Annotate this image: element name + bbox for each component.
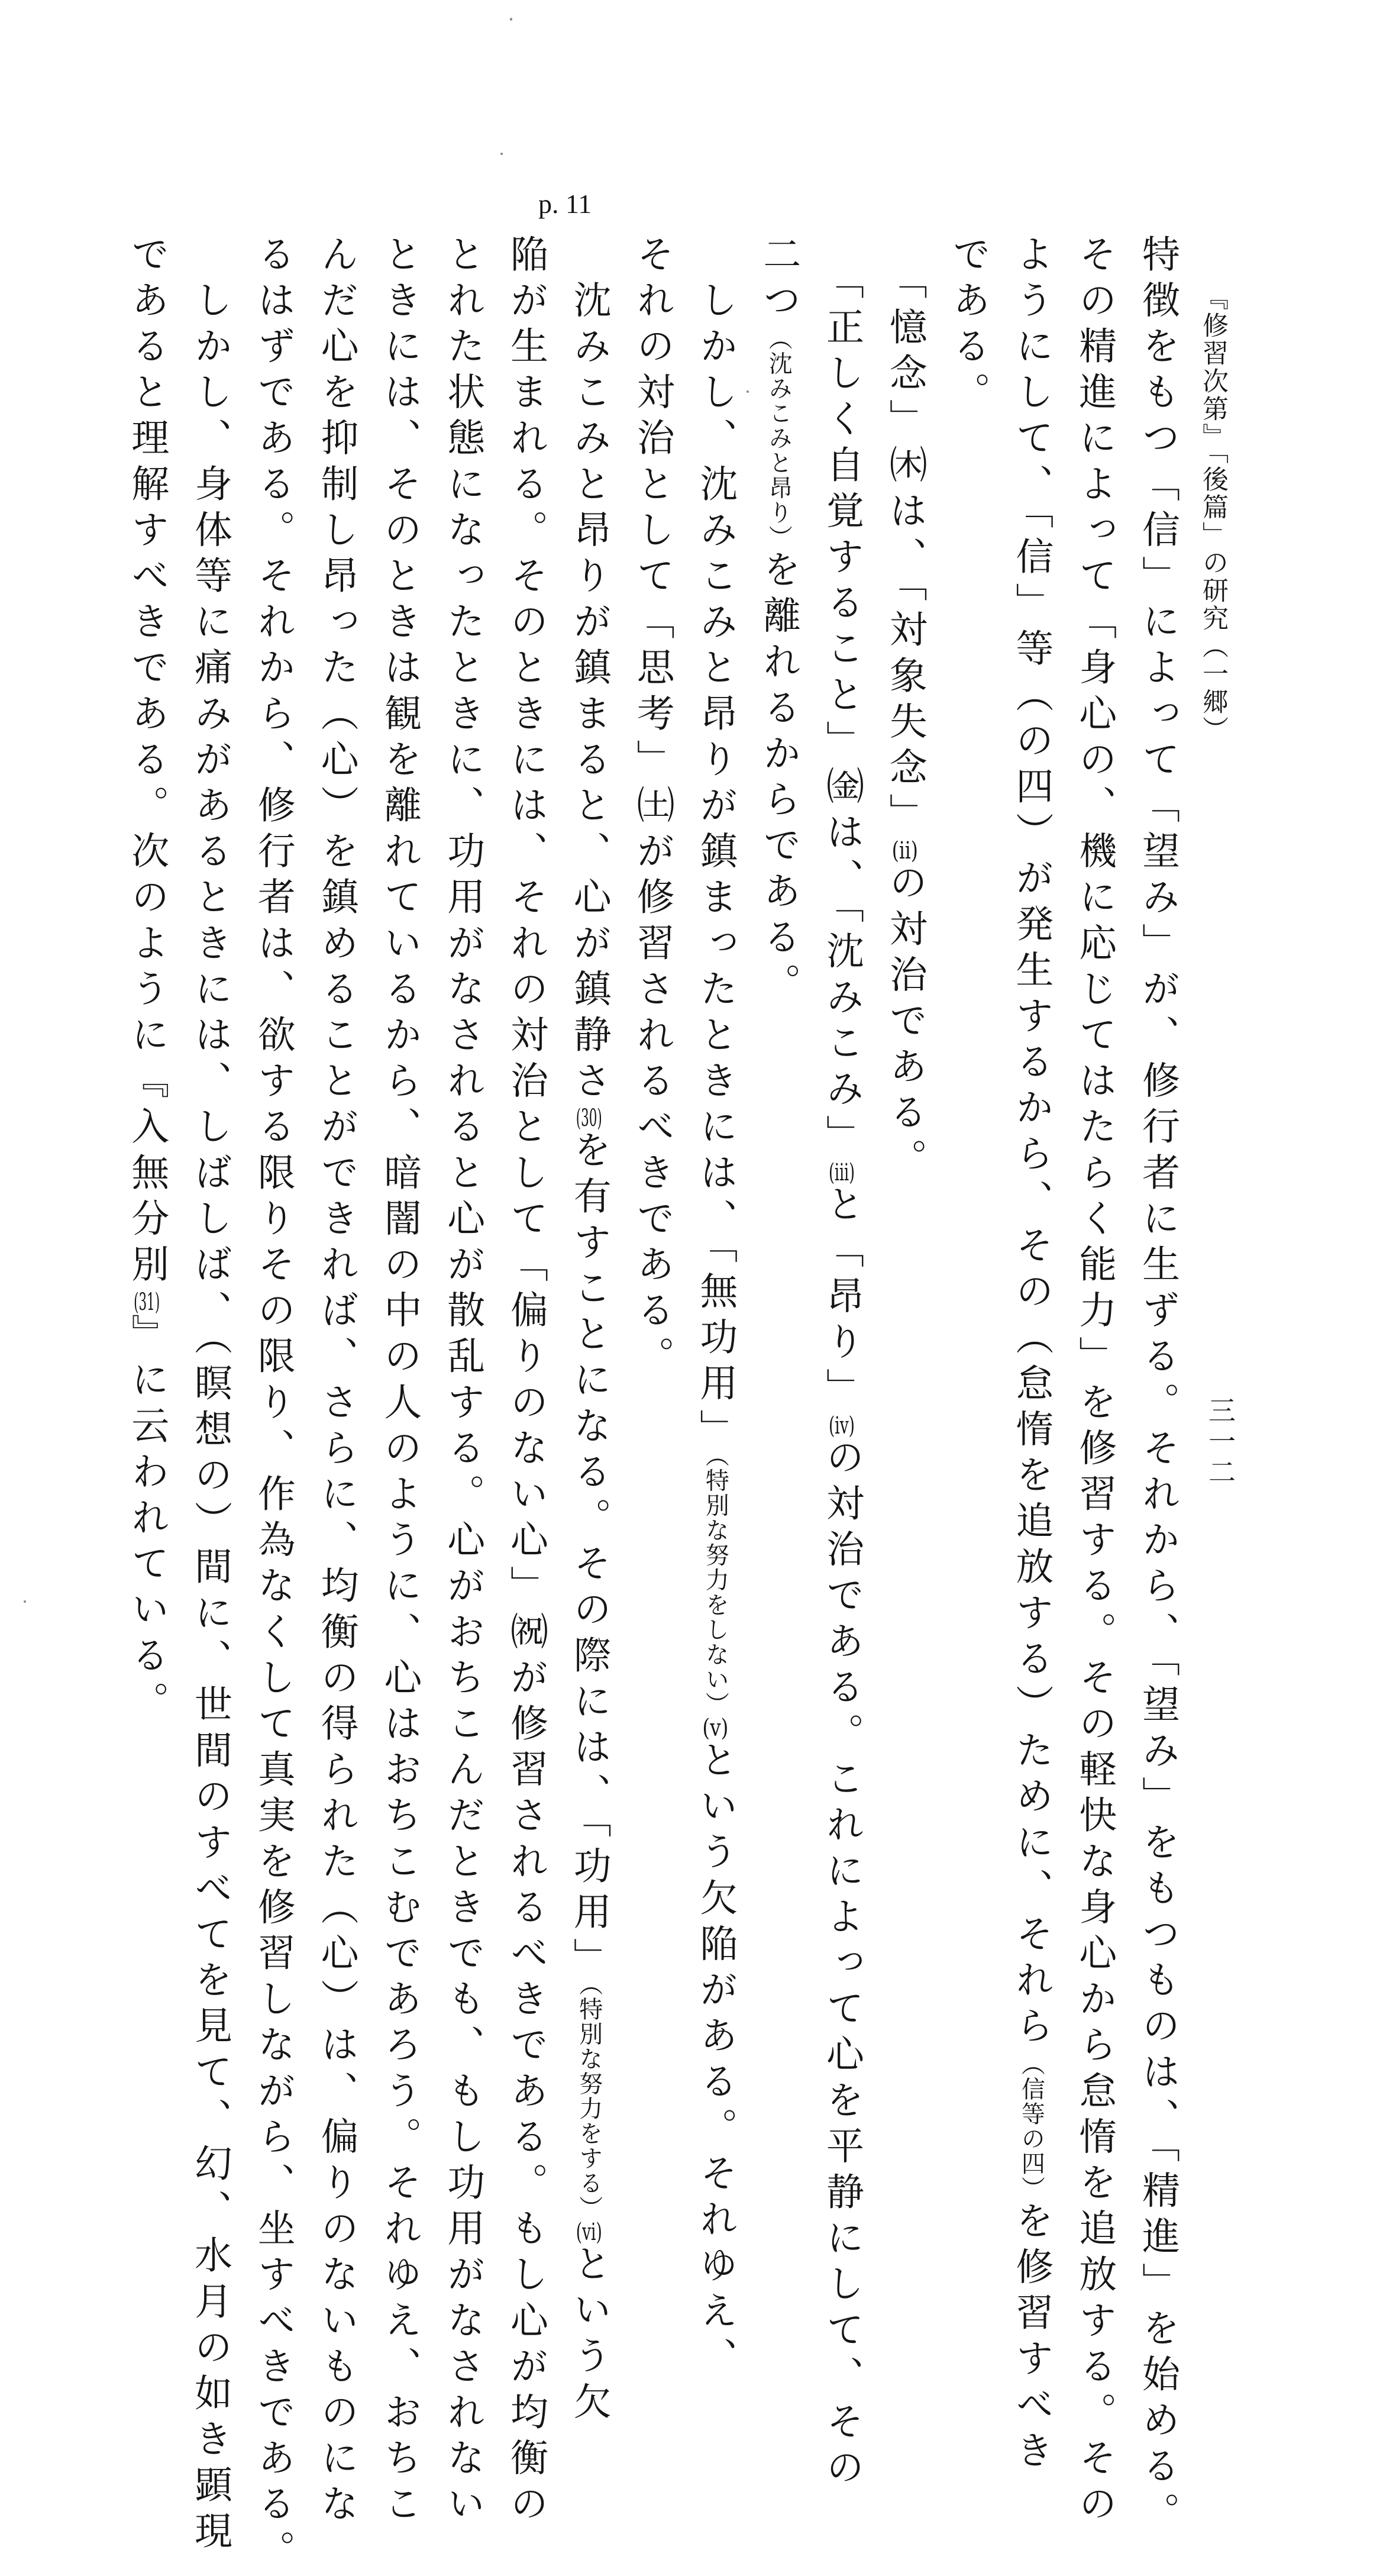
text-run: であると理解すべきである。次のように『入無分別 bbox=[125, 234, 169, 1290]
text-run: るはずである。それから、修行者は、欲する限りその限り、作為なくして真実を修習しながら、坐すべきである。 bbox=[251, 234, 295, 2576]
text-run: を離れるからである。 bbox=[757, 550, 801, 1009]
text-run: 』に云われている。 bbox=[125, 1313, 169, 1728]
text-line bbox=[878, 234, 932, 1184]
text-run: という欠陥がある。それゆえ、 bbox=[693, 1740, 738, 2383]
inline-gloss: （特別な努力をしない） bbox=[702, 1455, 729, 1717]
text-line bbox=[183, 234, 237, 2557]
text-line bbox=[815, 234, 869, 2493]
annotation-marker: (iii) bbox=[829, 1160, 855, 1184]
text-run: を修習すべき bbox=[1009, 2201, 1054, 2477]
annotation-marker: (vi) bbox=[576, 2220, 602, 2244]
scan-speck bbox=[24, 1600, 26, 1603]
inline-gloss: （沈みこみと昂り） bbox=[765, 326, 793, 550]
text-run: とれた状態になったときに、功用がなされると心が散乱する。心がおちこんだときでも、もし功用がなされない bbox=[441, 234, 485, 2530]
text-run: 陥が生まれる。そのときには、それの対治として「偏りのない心」㈷が修習されるべきである。もし心が均衡の bbox=[504, 234, 548, 2530]
scan-speck bbox=[747, 390, 749, 393]
text-run: 特徴をもつ「信」によって「望み」が、修行者に生ずる。それから、「望み」をもつものは、「精進」を始める。 bbox=[1136, 234, 1180, 2538]
text-run: の対治である。これによって心を平静にして、その bbox=[820, 1437, 864, 2494]
text-run: と「昂り」 bbox=[820, 1184, 864, 1414]
text-run: 「憶念」㈭は、「対象失念」 bbox=[883, 234, 927, 840]
annotation-marker: (iv) bbox=[829, 1413, 855, 1438]
text-run: を有すことになる。その際には、「功用」 bbox=[567, 1130, 611, 1984]
inline-gloss: （信等の四） bbox=[1017, 2052, 1045, 2201]
text-run: それの対治として「思考」㈯が修習されるべきである。 bbox=[630, 234, 674, 1382]
text-line bbox=[246, 234, 300, 2576]
text-run: の対治である。 bbox=[883, 863, 927, 1184]
annotation-marker: (v) bbox=[702, 1716, 729, 1741]
text-run: という欠 bbox=[567, 2243, 611, 2428]
annotation-marker: (31) bbox=[134, 1290, 160, 1314]
text-line bbox=[119, 234, 174, 1727]
text-line bbox=[309, 234, 364, 2530]
annotation-marker: (ii) bbox=[891, 839, 918, 863]
annotation-marker: (30) bbox=[576, 1106, 602, 1131]
inline-gloss: （特別な努力をする） bbox=[575, 1983, 603, 2220]
text-run: 沈みこみと昂りが鎮まると、心が鎮静さ bbox=[567, 234, 611, 1107]
page-label: p. 11 bbox=[538, 189, 592, 219]
scan-speck bbox=[510, 18, 512, 21]
text-line bbox=[562, 234, 616, 2427]
text-line bbox=[1004, 234, 1058, 2477]
text-line bbox=[372, 234, 426, 2530]
text-run: んだ心を抑制し昂った（心）を鎮めることができれば、さらに、均衡の得られた（心）は、偏りのないものにな bbox=[314, 234, 358, 2530]
scan-speck bbox=[500, 153, 503, 155]
text-run: 二つ bbox=[757, 234, 801, 327]
text-run: 「正しく自覚すること」㈮は、「沈みこみ」 bbox=[820, 234, 864, 1161]
text-line bbox=[1130, 234, 1185, 2538]
text-run: しかし、身体等に痛みがあるときには、しばしば、（瞑想の）間に、世間のすべてを見て、幻、水月の如き顕現 bbox=[188, 234, 232, 2557]
page-number: 三一二 bbox=[1204, 1396, 1236, 1489]
text-line bbox=[625, 234, 680, 1382]
text-line bbox=[1067, 234, 1122, 2530]
text-run: その精進によって「身心の、機に応じてはたらく能力」を修習する。その軽快な身心から怠惰を追放する。その bbox=[1072, 234, 1117, 2530]
text-line bbox=[751, 234, 806, 1009]
text-run: である。 bbox=[946, 234, 990, 418]
text-line bbox=[499, 234, 553, 2530]
text-line bbox=[688, 234, 742, 2383]
text-line bbox=[435, 234, 490, 2530]
text-run: ようにして、「信」等（の四）が発生するから、その（怠惰を追放する）ために、それら bbox=[1009, 234, 1054, 2052]
text-line bbox=[941, 234, 996, 418]
text-run: しかし、沈みこみと昂りが鎮まったときには、「無功用」 bbox=[693, 234, 738, 1455]
running-title: 『修習次第』「後篇」の研究（一郷） bbox=[1198, 284, 1228, 744]
text-run: ときには、そのときは観を離れているから、暗闇の中の人のように、心はおちこむであろう。それゆえ、おちこ bbox=[377, 234, 422, 2530]
